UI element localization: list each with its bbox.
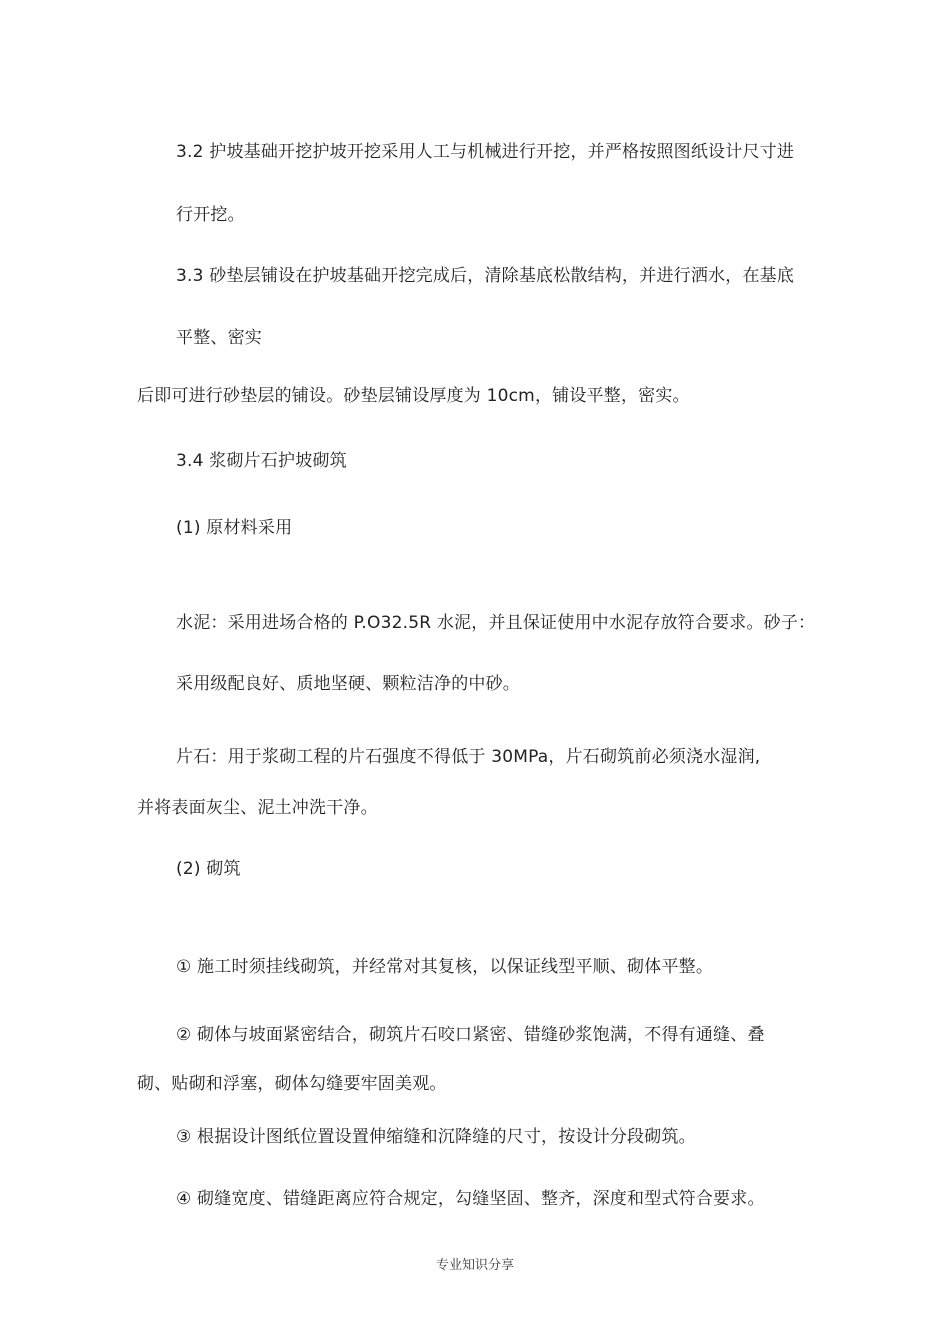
cement-paragraph-line-2: 采用级配良好、质地坚硬、颗粒洁净的中砂。 xyxy=(176,674,520,694)
masonry-item-3: ③ 根据设计图纸位置设置伸缩缝和沉降缝的尺寸，按设计分段砌筑。 xyxy=(176,1127,696,1147)
masonry-item-1: ① 施工时须挂线砌筑，并经常对其复核，以保证线型平顺、砌体平整。 xyxy=(176,957,714,977)
section-3-2-line-2: 行开挖。 xyxy=(176,205,245,225)
section-3-3-line-3: 后即可进行砂垫层的铺设。砂垫层铺设厚度为 10cm，铺设平整，密实。 xyxy=(137,386,690,406)
masonry-item-4: ④ 砌缝宽度、错缝距离应符合规定，勾缝坚固、整齐，深度和型式符合要求。 xyxy=(176,1189,765,1209)
page-footer: 专业知识分享 xyxy=(435,1258,514,1273)
masonry-item-2-line-2: 砌、贴砌和浮塞，砌体勾缝要牢固美观。 xyxy=(137,1074,447,1094)
subsection-2-heading: (2) 砌筑 xyxy=(176,859,241,879)
section-3-3-line-1: 3.3 砂垫层铺设在护坡基础开挖完成后，清除基底松散结构，并进行洒水，在基底 xyxy=(176,266,795,286)
cement-paragraph-line-1: 水泥：采用进场合格的 P.O32.5R 水泥，并且保证使用中水泥存放符合要求。砂子： xyxy=(176,613,816,633)
section-3-3-line-2: 平整、密实 xyxy=(176,328,262,348)
masonry-item-2-line-1: ② 砌体与坡面紧密结合，砌筑片石咬口紧密、错缝砂浆饱满，不得有通缝、叠 xyxy=(176,1025,765,1045)
stone-paragraph-line-2: 并将表面灰尘、泥土冲洗干净。 xyxy=(137,798,378,818)
section-3-4-heading: 3.4 浆砌片石护坡砌筑 xyxy=(176,451,347,471)
subsection-1-heading: (1) 原材料采用 xyxy=(176,518,293,538)
section-3-2-line-1: 3.2 护坡基础开挖护坡开挖采用人工与机械进行开挖，并严格按照图纸设计尺寸进 xyxy=(176,142,795,162)
stone-paragraph-line-1: 片石：用于浆砌工程的片石强度不得低于 30MPa，片石砌筑前必须浇水湿润, xyxy=(176,747,761,767)
